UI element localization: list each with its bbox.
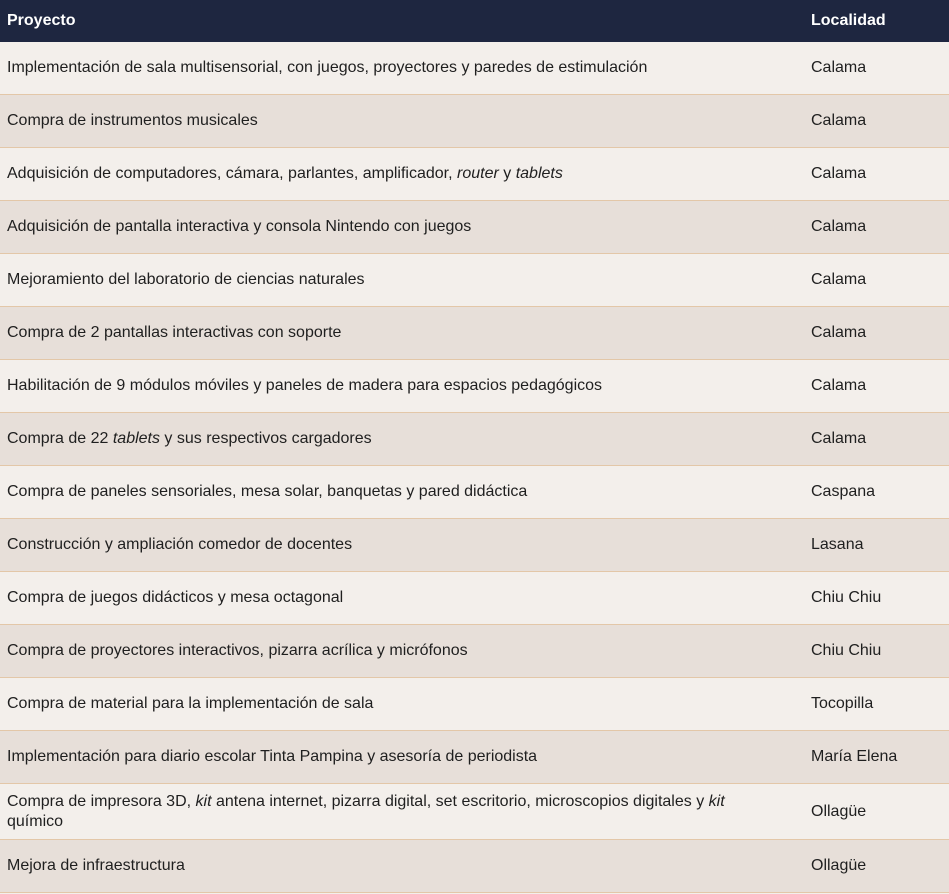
table-row — [0, 307, 949, 360]
cell-localidad: Chiu Chiu — [811, 642, 882, 659]
cell-proyecto — [0, 270, 805, 290]
cell-localidad: Caspana — [811, 483, 876, 500]
table-row — [0, 201, 949, 254]
cell-proyecto — [0, 376, 805, 396]
text-segment: Compra de paneles sensoriales, mesa solar, banquetas y pared didáctica — [7, 483, 528, 500]
text-segment: y sus respectivos cargadores — [159, 430, 372, 447]
text-segment: Compra de proyectores interactivos, pizarra acrílica y micrófonos — [7, 642, 468, 659]
table-body — [0, 42, 949, 893]
cell-localidad: Calama — [811, 377, 867, 394]
table-row — [0, 572, 949, 625]
table-row — [0, 466, 949, 519]
cell-proyecto — [0, 856, 805, 876]
cell-localidad: Calama — [811, 430, 867, 447]
cell-proyecto — [0, 747, 805, 767]
italic-term: kit — [195, 792, 212, 810]
cell-proyecto — [0, 535, 805, 555]
cell-proyecto — [0, 429, 805, 449]
cell-localidad: María Elena — [811, 748, 898, 765]
table-row — [0, 254, 949, 307]
cell-localidad: Calama — [811, 59, 867, 76]
italic-term: tablets — [515, 165, 563, 182]
table-header — [0, 0, 949, 42]
table-row — [0, 42, 949, 95]
text-segment: Compra de 2 pantallas interactivas con soporte — [7, 324, 342, 341]
text-segment: químico — [7, 812, 64, 830]
header-localidad: Localidad — [811, 12, 886, 29]
cell-localidad: Ollagüe — [811, 857, 867, 874]
cell-localidad: Calama — [811, 218, 867, 235]
cell-proyecto — [0, 58, 805, 78]
italic-term: router — [457, 165, 499, 182]
table-row — [0, 413, 949, 466]
cell-proyecto — [0, 482, 805, 502]
table-row — [0, 95, 949, 148]
table-row — [0, 731, 949, 784]
cell-proyecto — [0, 164, 805, 184]
table-row — [0, 625, 949, 678]
text-segment: Implementación de sala multisensorial, con juegos, proyectores y paredes de estimulación — [7, 59, 648, 76]
cell-proyecto — [0, 694, 805, 714]
text-segment: Adquisición de computadores, cámara, parlantes, amplificador, — [7, 165, 458, 182]
header-proyecto: Proyecto — [7, 12, 76, 29]
table-row — [0, 678, 949, 731]
text-segment: Mejora de infraestructura — [7, 857, 185, 874]
cell-localidad: Chiu Chiu — [811, 589, 882, 606]
text-segment: Compra de 22 — [7, 430, 113, 447]
text-segment: Mejoramiento del laboratorio de ciencias naturales — [7, 271, 365, 288]
text-segment: Implementación para diario escolar Tinta Pampina y asesoría de periodista — [7, 748, 538, 765]
italic-term: tablets — [112, 430, 160, 447]
cell-localidad: Calama — [811, 324, 867, 341]
text-segment: Habilitación de 9 módulos móviles y paneles de madera para espacios pedagógicos — [7, 377, 603, 394]
cell-proyecto — [0, 588, 805, 608]
cell-proyecto — [0, 792, 805, 832]
cell-localidad: Calama — [811, 271, 867, 288]
table-row — [0, 519, 949, 572]
text-segment: Compra de juegos didácticos y mesa octagonal — [7, 589, 344, 606]
text-segment: Construcción y ampliación comedor de docentes — [7, 536, 353, 553]
cell-localidad: Ollagüe — [811, 802, 867, 820]
cell-localidad: Calama — [811, 165, 867, 182]
table-row — [0, 840, 949, 893]
table-row — [0, 360, 949, 413]
cell-localidad: Lasana — [811, 536, 864, 553]
italic-term: kit — [708, 792, 725, 810]
table-row — [0, 148, 949, 201]
cell-proyecto — [0, 323, 805, 343]
text-segment: Compra de instrumentos musicales — [7, 112, 258, 129]
text-segment: antena internet, pizarra digital, set escritorio, microscopios digitales y — [211, 792, 709, 810]
text-segment: Compra de material para la implementación de sala — [7, 695, 374, 712]
cell-proyecto — [0, 217, 805, 237]
cell-localidad: Calama — [811, 112, 867, 129]
cell-localidad: Tocopilla — [811, 695, 874, 712]
cell-proyecto — [0, 111, 805, 131]
table-row — [0, 784, 949, 840]
text-segment: y — [498, 165, 516, 182]
text-segment: Compra de impresora 3D, — [7, 792, 196, 810]
cell-proyecto — [0, 641, 805, 661]
text-segment: Adquisición de pantalla interactiva y consola Nintendo con juegos — [7, 218, 472, 235]
